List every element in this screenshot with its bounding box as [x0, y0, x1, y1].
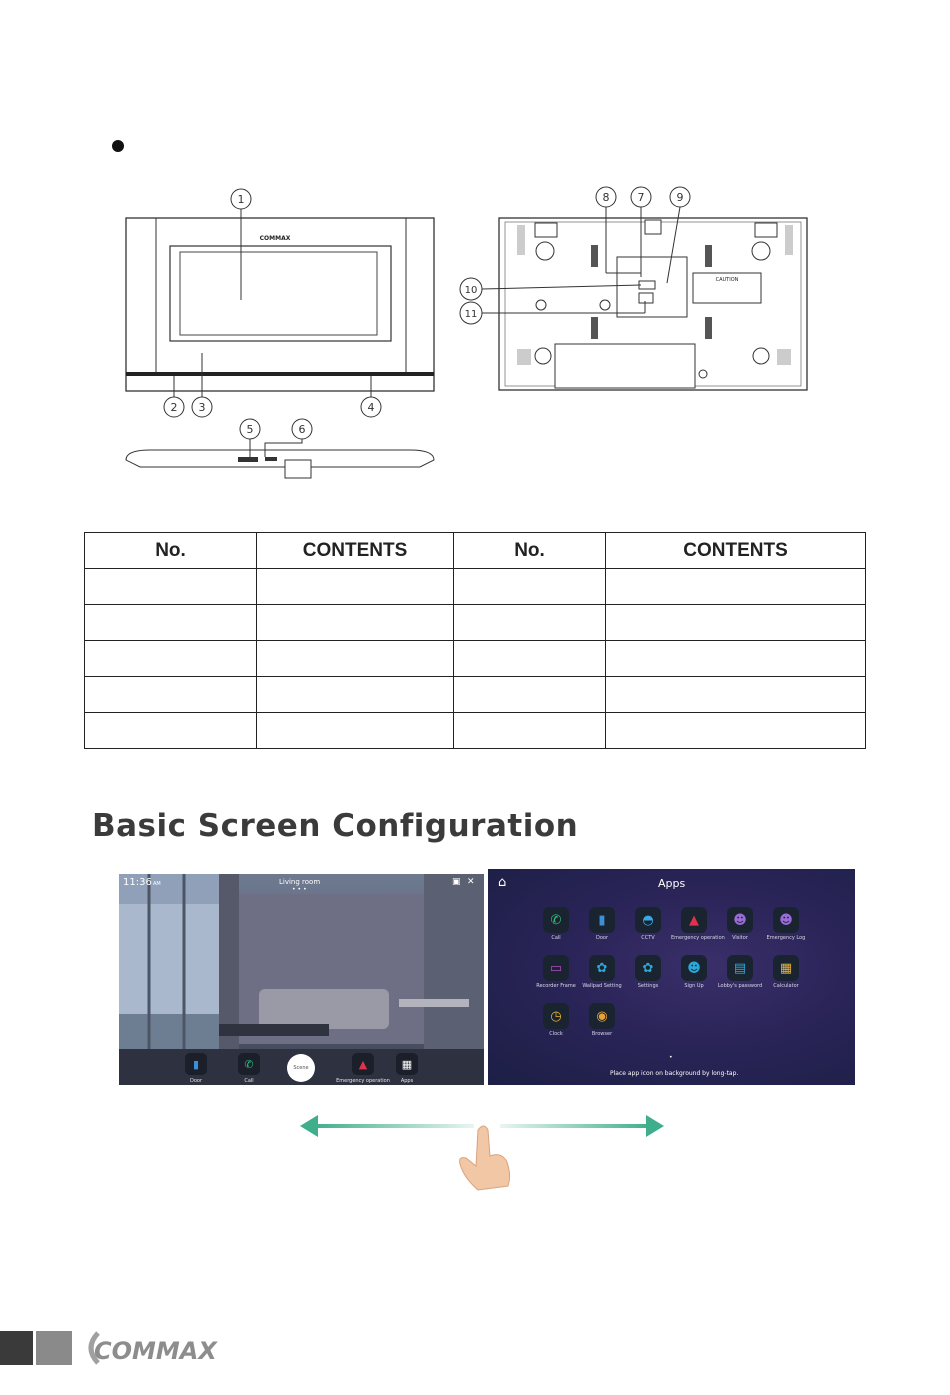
siren-icon: ▲ [352, 1053, 374, 1075]
hand-icon [460, 1126, 510, 1190]
dock-emergency-button[interactable] [335, 1053, 391, 1084]
app-label: Call [551, 935, 561, 941]
home-icon[interactable]: ⌂ [498, 875, 507, 890]
app-label: Settings [637, 983, 659, 989]
app-settings[interactable] [625, 955, 671, 989]
app-lobby-s-password[interactable] [717, 955, 763, 989]
caution-label: CAUTION [715, 277, 739, 283]
frame-icon: ▭ [543, 955, 569, 981]
footer-bar-gray [36, 1331, 72, 1365]
app-label: Calculator [773, 983, 799, 989]
app-label: CCTV [641, 935, 655, 941]
scene-icon: Scene [287, 1054, 315, 1082]
log-icon: ☻ [773, 907, 799, 933]
apps-title: Apps [658, 877, 686, 890]
app-sign-up[interactable] [671, 955, 717, 989]
app-recorder-frame[interactable] [533, 955, 579, 989]
callout-8: 8 [602, 191, 610, 204]
gear-icon: ✿ [589, 955, 615, 981]
footer-bar-dark [0, 1331, 33, 1365]
app-call[interactable] [533, 907, 579, 941]
arrow-right-icon [646, 1115, 664, 1137]
status-icon: ▣ [452, 877, 461, 887]
app-label: Lobby's password [717, 983, 763, 989]
page-indicator: ••• [292, 886, 309, 893]
visitor-icon: ☻ [727, 907, 753, 933]
table-row [85, 713, 866, 749]
app-label: Recorder Frame [536, 983, 576, 989]
table-header: CONTENTS [257, 533, 454, 569]
app-label: Emergency operation [671, 935, 725, 941]
callout-2: 2 [170, 401, 178, 414]
door-icon: ▮ [185, 1053, 207, 1075]
user-icon: ☻ [681, 955, 707, 981]
app-label: Visitor [732, 935, 748, 941]
app-label: Wallpad Setting [582, 983, 622, 989]
phone-icon: ✆ [238, 1053, 260, 1075]
arrow-left-icon [300, 1115, 318, 1137]
clock-ampm: AM [153, 881, 161, 887]
bullet-point [112, 140, 124, 152]
front-brand-label: COMMAX [259, 235, 291, 242]
table-header: No. [85, 533, 257, 569]
app-label: Clock [549, 1031, 563, 1037]
callout-9: 9 [676, 191, 684, 204]
app-label: Browser [591, 1031, 613, 1037]
clock-time: 11:36 [123, 877, 152, 888]
phone-icon: ✆ [543, 907, 569, 933]
siren-icon: ▲ [681, 907, 707, 933]
front-view-diagram [120, 185, 440, 485]
door-icon: ▮ [589, 907, 615, 933]
app-label: Emergency Log [766, 935, 806, 941]
page-indicator: • [669, 1054, 673, 1061]
section-title: Basic Screen Configuration [92, 808, 579, 844]
app-label: Door [595, 935, 609, 941]
table-header: CONTENTS [606, 533, 866, 569]
dock-label: Door [189, 1078, 203, 1084]
dock-door-button[interactable] [176, 1053, 216, 1084]
spec-table [84, 532, 866, 749]
callout-11: 11 [464, 309, 478, 320]
room-name[interactable]: Living room [279, 878, 321, 886]
table-row [85, 569, 866, 605]
keypad-icon: ▤ [727, 955, 753, 981]
dock-label: Call [244, 1078, 254, 1084]
grid-icon: ▦ [396, 1053, 418, 1075]
home-screen [119, 874, 484, 1085]
apps-hint: Place app icon on background by long-tap. [610, 1070, 739, 1077]
callout-4: 4 [367, 401, 375, 414]
dock-apps-button[interactable] [387, 1053, 427, 1084]
swipe-gesture-illustration [300, 1108, 665, 1194]
globe-icon: ◉ [589, 1003, 615, 1029]
app-clock[interactable] [533, 1003, 579, 1037]
gear-icon: ✿ [635, 955, 661, 981]
callout-1: 1 [237, 193, 245, 206]
app-calculator[interactable] [763, 955, 809, 989]
app-emergency-operation[interactable] [671, 907, 725, 941]
app-browser[interactable] [579, 1003, 625, 1037]
app-door[interactable] [579, 907, 625, 941]
dock-label: Emergency operation [336, 1078, 390, 1084]
apps-screen [488, 869, 855, 1085]
table-row [85, 677, 866, 713]
table-row [85, 605, 866, 641]
callout-3: 3 [198, 401, 206, 414]
dock-label: Apps [400, 1078, 414, 1084]
app-emergency-log[interactable] [763, 907, 809, 941]
dock-scene-button[interactable] [281, 1054, 321, 1082]
callout-10: 10 [464, 285, 478, 296]
table-header-row [85, 533, 866, 569]
table-header: No. [454, 533, 606, 569]
camera-icon: ◓ [635, 907, 661, 933]
app-cctv[interactable] [625, 907, 671, 941]
clock-icon: ◷ [543, 1003, 569, 1029]
app-visitor[interactable] [717, 907, 763, 941]
app-label: Sign Up [684, 983, 704, 989]
callout-5: 5 [246, 423, 254, 436]
app-wallpad-setting[interactable] [579, 955, 625, 989]
callout-6: 6 [298, 423, 306, 436]
commax-logo [84, 1331, 254, 1365]
table-row [85, 641, 866, 677]
footer-brand: COMMAX [94, 1337, 217, 1365]
dock-call-button[interactable] [229, 1053, 269, 1084]
wifi-off-icon: ✕ [467, 877, 475, 887]
back-view-diagram [455, 185, 815, 395]
callout-7: 7 [637, 191, 645, 204]
calculator-icon: ▦ [773, 955, 799, 981]
